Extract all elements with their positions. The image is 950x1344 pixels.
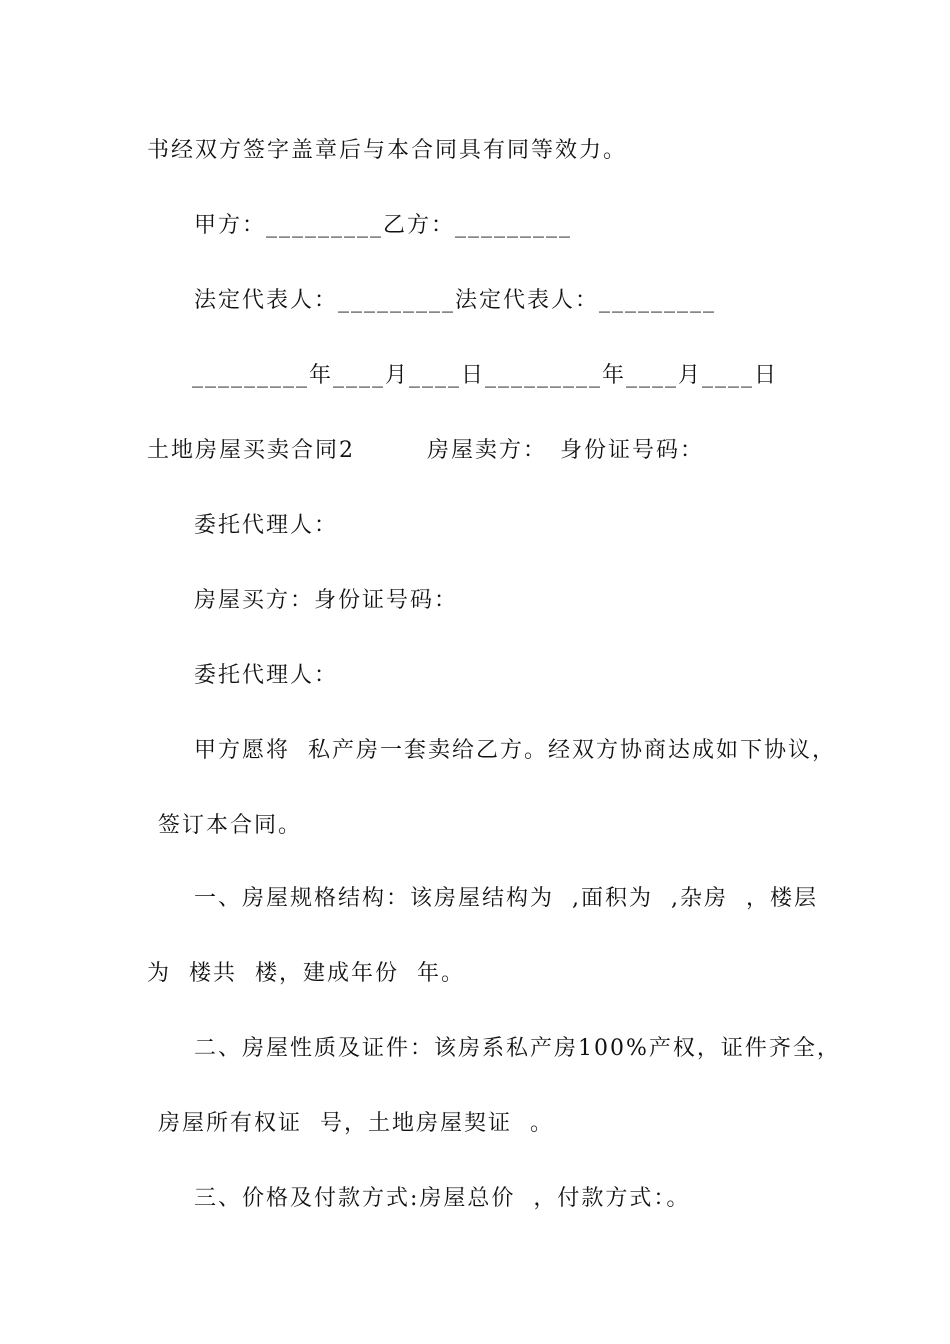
agreement-intro-continued: 签订本合同。 [158,813,303,838]
clause-two-continued: 房屋所有权证 号，土地房屋契证 。 [158,1111,554,1136]
clause-one-line: 一、房屋规格结构：该房屋结构为 ,面积为 ,杂房 ，楼层 [194,886,818,911]
buyer-agent-line: 委托代理人： [194,663,339,688]
date-line: _________年____月____日_________年____月____日 [192,363,779,388]
legal-representative-line: 法定代表人：_________法定代表人：_________ [194,288,717,313]
clause-two-line: 二、房屋性质及证件：该房系私产房100%产权，证件齐全， [194,1036,841,1061]
party-a-b-line: 甲方：_________乙方：_________ [194,213,573,238]
clause-one-continued: 为 楼共 楼，建成年份 年。 [147,961,465,986]
paragraph-line-1: 书经双方签字盖章后与本合同具有同等效力。 [147,138,628,163]
agreement-intro-line: 甲方愿将 私产房一套卖给乙方。经双方协商达成如下协议， [194,738,836,763]
contract-title-seller-line: 土地房屋买卖合同2 房屋卖方： 身份证号码： [147,438,704,463]
seller-agent-line: 委托代理人： [194,513,339,538]
buyer-id-line: 房屋买方：身份证号码： [194,588,459,613]
clause-three-line: 三、价格及付款方式:房屋总价 ，付款方式：。 [194,1186,691,1211]
